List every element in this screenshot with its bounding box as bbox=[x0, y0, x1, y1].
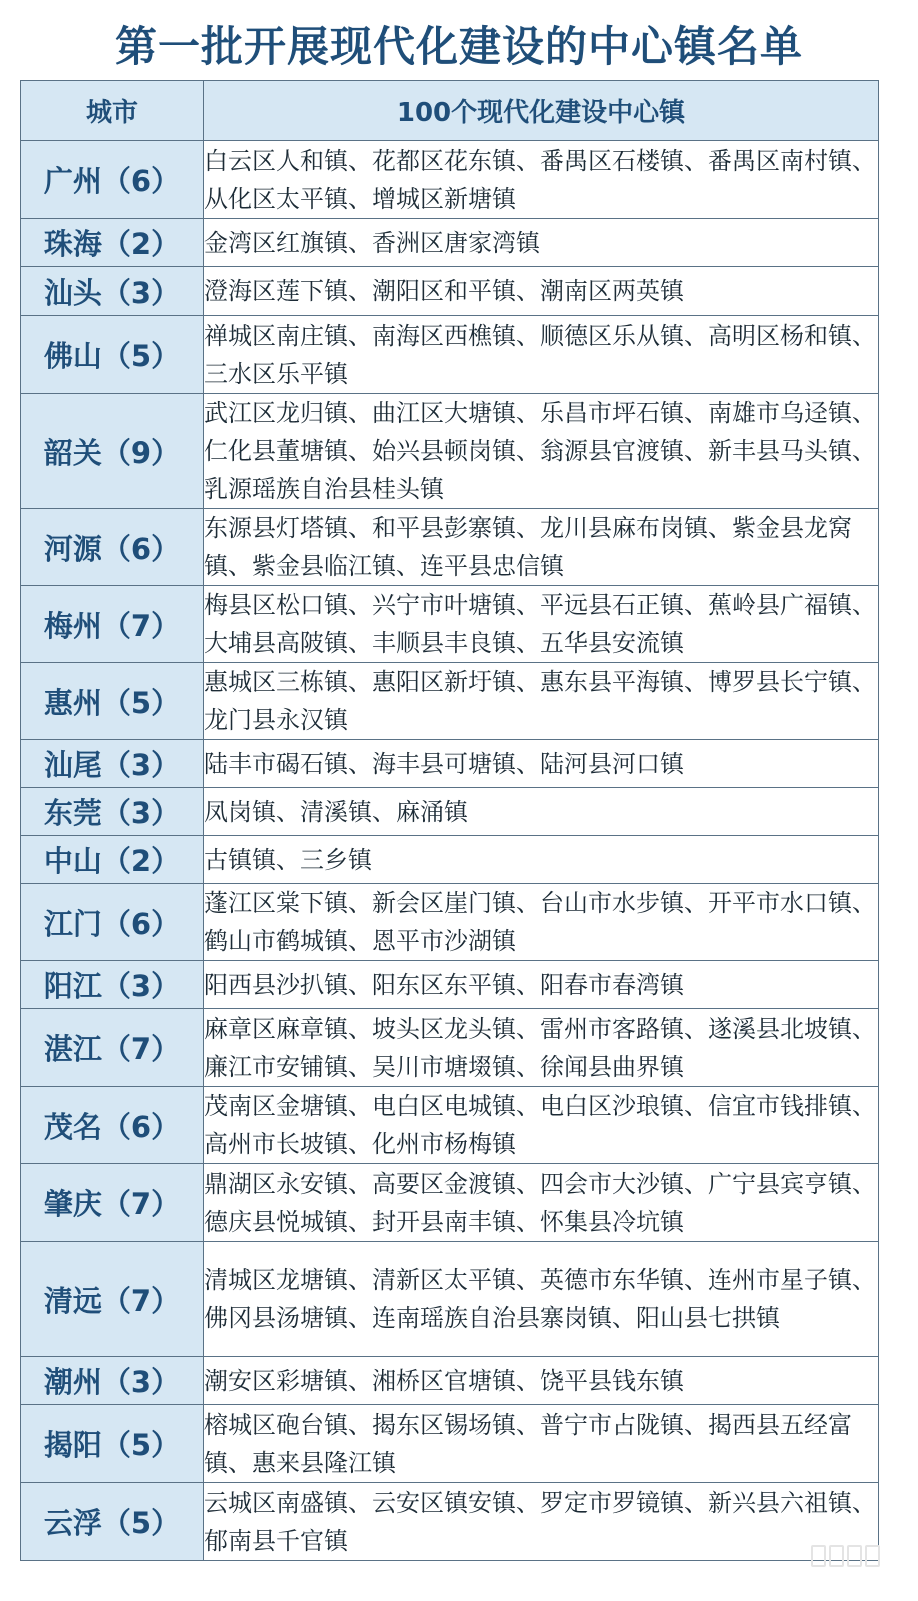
page-title: 第一批开展现代化建设的中心镇名单 bbox=[114, 22, 803, 71]
table-row bbox=[21, 509, 879, 586]
towns-cell: 阳西县沙扒镇、阳东区东平镇、阳春市春湾镇 bbox=[204, 961, 879, 1009]
city-cell: 茂名（6） bbox=[21, 1087, 204, 1164]
towns-cell: 武江区龙归镇、曲江区大塘镇、乐昌市坪石镇、南雄市乌迳镇、仁化县董塘镇、始兴县顿岗镇、翁源县官渡镇、新丰县马头镇、乳源瑶族自治县桂头镇 bbox=[204, 394, 879, 509]
towns-cell: 凤岗镇、清溪镇、麻涌镇 bbox=[204, 788, 879, 836]
table-row bbox=[21, 1357, 879, 1405]
city-cell: 清远（7） bbox=[21, 1242, 204, 1357]
city-cell: 广州（6） bbox=[21, 141, 204, 219]
city-cell: 梅州（7） bbox=[21, 586, 204, 663]
towns-cell: 古镇镇、三乡镇 bbox=[204, 836, 879, 884]
towns-cell: 陆丰市碣石镇、海丰县可塘镇、陆河县河口镇 bbox=[204, 740, 879, 788]
city-cell: 韶关（9） bbox=[21, 394, 204, 509]
towns-cell: 禅城区南庄镇、南海区西樵镇、顺德区乐从镇、高明区杨和镇、三水区乐平镇 bbox=[204, 316, 879, 394]
table-row bbox=[21, 219, 879, 267]
table-row bbox=[21, 788, 879, 836]
city-cell: 中山（2） bbox=[21, 836, 204, 884]
table-row bbox=[21, 1242, 879, 1357]
towns-cell: 东源县灯塔镇、和平县彭寨镇、龙川县麻布岗镇、紫金县龙窝镇、紫金县临江镇、连平县忠信镇 bbox=[204, 509, 879, 586]
table-row bbox=[21, 836, 879, 884]
towns-cell: 金湾区红旗镇、香洲区唐家湾镇 bbox=[204, 219, 879, 267]
city-cell: 惠州（5） bbox=[21, 663, 204, 740]
table-row bbox=[21, 141, 879, 219]
towns-cell: 惠城区三栋镇、惠阳区新圩镇、惠东县平海镇、博罗县长宁镇、龙门县永汉镇 bbox=[204, 663, 879, 740]
table-row bbox=[21, 1087, 879, 1164]
city-cell: 河源（6） bbox=[21, 509, 204, 586]
towns-cell: 梅县区松口镇、兴宁市叶塘镇、平远县石正镇、蕉岭县广福镇、大埔县高陂镇、丰顺县丰良镇、五华县安流镇 bbox=[204, 586, 879, 663]
towns-cell: 茂南区金塘镇、电白区电城镇、电白区沙琅镇、信宜市钱排镇、高州市长坡镇、化州市杨梅镇 bbox=[204, 1087, 879, 1164]
city-cell: 揭阳（5） bbox=[21, 1405, 204, 1483]
city-cell: 阳江（3） bbox=[21, 961, 204, 1009]
table-row bbox=[21, 884, 879, 961]
table-header-row bbox=[21, 81, 879, 141]
city-cell: 汕头（3） bbox=[21, 267, 204, 316]
header-city: 城市 bbox=[21, 81, 204, 141]
towns-cell: 鼎湖区永安镇、高要区金渡镇、四会市大沙镇、广宁县宾亨镇、德庆县悦城镇、封开县南丰镇、怀集县冷坑镇 bbox=[204, 1164, 879, 1242]
towns-cell: 白云区人和镇、花都区花东镇、番禺区石楼镇、番禺区南村镇、从化区太平镇、增城区新塘镇 bbox=[204, 141, 879, 219]
towns-cell: 麻章区麻章镇、坡头区龙头镇、雷州市客路镇、遂溪县北坡镇、廉江市安铺镇、吴川市塘㙍镇、徐闻县曲界镇 bbox=[204, 1009, 879, 1087]
table-row bbox=[21, 1164, 879, 1242]
towns-cell: 清城区龙塘镇、清新区太平镇、英德市东华镇、连州市星子镇、佛冈县汤塘镇、连南瑶族自治县寨岗镇、阳山县七拱镇 bbox=[204, 1242, 879, 1357]
table-row bbox=[21, 1009, 879, 1087]
table-row bbox=[21, 663, 879, 740]
table-row bbox=[21, 267, 879, 316]
watermark-icon bbox=[811, 1545, 880, 1567]
city-cell: 江门（6） bbox=[21, 884, 204, 961]
table-row bbox=[21, 394, 879, 509]
towns-cell: 潮安区彩塘镇、湘桥区官塘镇、饶平县钱东镇 bbox=[204, 1357, 879, 1405]
city-cell: 珠海（2） bbox=[21, 219, 204, 267]
table-row bbox=[21, 1405, 879, 1483]
towns-cell: 澄海区莲下镇、潮阳区和平镇、潮南区两英镇 bbox=[204, 267, 879, 316]
city-cell: 佛山（5） bbox=[21, 316, 204, 394]
table-row bbox=[21, 961, 879, 1009]
town-list-table bbox=[20, 80, 879, 1561]
city-cell: 汕尾（3） bbox=[21, 740, 204, 788]
towns-cell: 蓬江区棠下镇、新会区崖门镇、台山市水步镇、开平市水口镇、鹤山市鹤城镇、恩平市沙湖镇 bbox=[204, 884, 879, 961]
city-cell: 东莞（3） bbox=[21, 788, 204, 836]
city-cell: 湛江（7） bbox=[21, 1009, 204, 1087]
header-towns: 100个现代化建设中心镇 bbox=[204, 81, 879, 141]
table-row bbox=[21, 1483, 879, 1561]
city-cell: 云浮（5） bbox=[21, 1483, 204, 1561]
city-cell: 肇庆（7） bbox=[21, 1164, 204, 1242]
towns-cell: 榕城区砲台镇、揭东区锡场镇、普宁市占陇镇、揭西县五经富镇、惠来县隆江镇 bbox=[204, 1405, 879, 1483]
table-row bbox=[21, 316, 879, 394]
city-cell: 潮州（3） bbox=[21, 1357, 204, 1405]
towns-cell: 云城区南盛镇、云安区镇安镇、罗定市罗镜镇、新兴县六祖镇、郁南县千官镇 bbox=[204, 1483, 879, 1561]
table-row bbox=[21, 586, 879, 663]
table-row bbox=[21, 740, 879, 788]
